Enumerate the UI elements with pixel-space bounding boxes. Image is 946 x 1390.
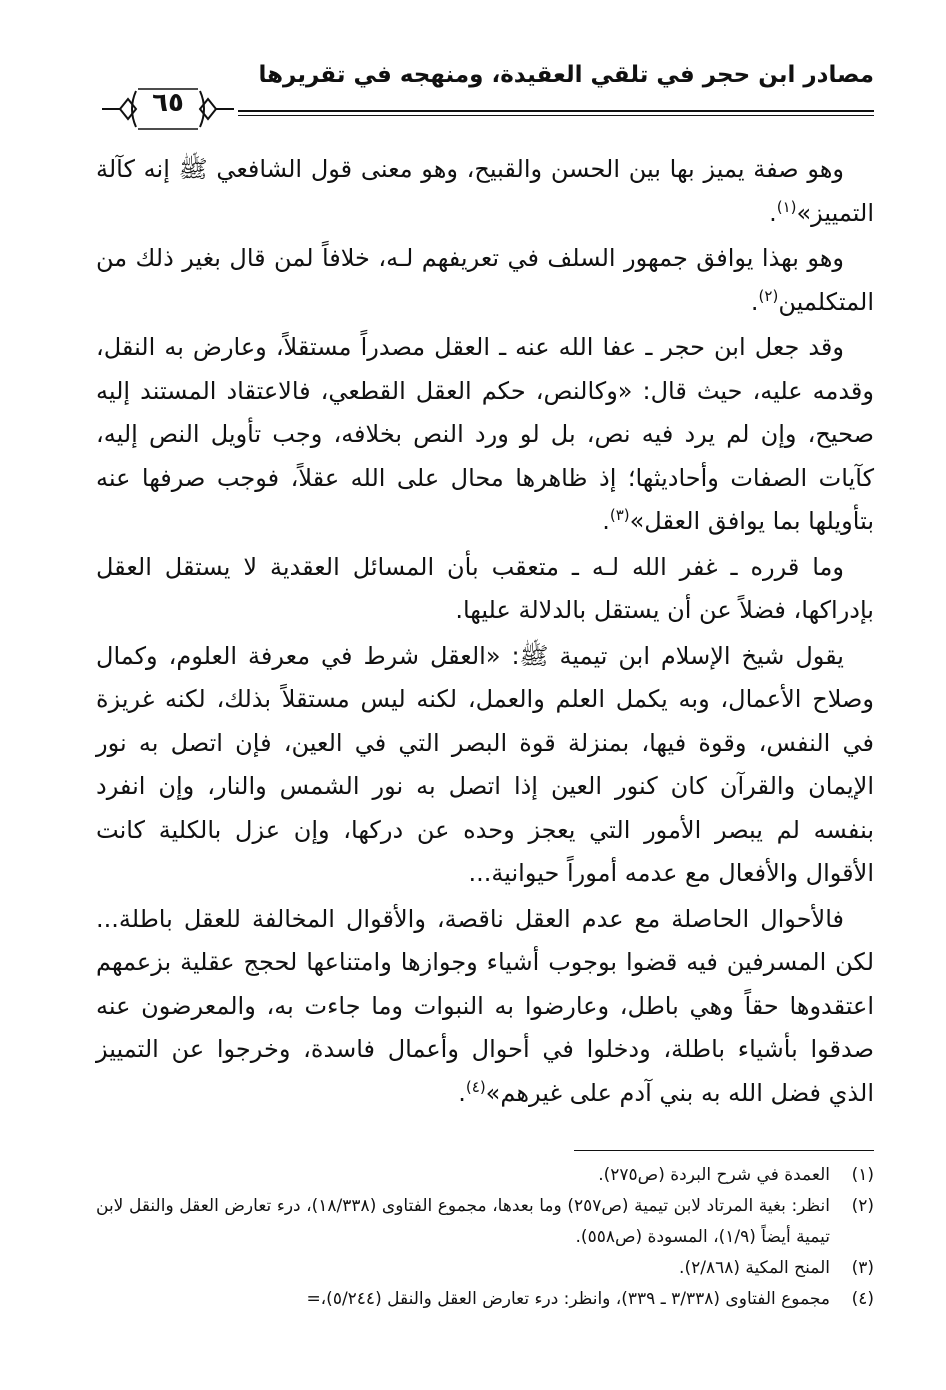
footnote-text: المنح المكية (٢/٨٦٨).	[679, 1258, 830, 1278]
footnote-ref: (٣)	[609, 506, 630, 524]
footnote-number: (٤)	[851, 1289, 874, 1309]
footnotes	[96, 1160, 874, 1315]
footnote-number: (١)	[851, 1165, 874, 1185]
footnote	[96, 1160, 874, 1191]
paragraph	[96, 898, 874, 1116]
paragraph-text: وقد جعل ابن حجر ـ عفا الله عنه ـ العقل مصدراً مستقلاً، وعارض به النقل، وقدمه عليه، حيث قال: «وكالنص، حكم العقل القطعي، فالاعتقاد المستند إليه صحيح، وإن لم يرد فيه نص، بل لو ورد النص بخلافه، وجب تأويل النص إليه، كآيات الصفات وأحاديثها؛ إذ ظاهرها محال على الله عقلاً، فوجب صرفها عنه بتأويلها بما يوافق العقل»	[96, 333, 874, 535]
paragraph-text: وهو بهذا يوافق جمهور السلف في تعريفهم لـه، خلافاً لمن قال بغير ذلك من المتكلمين	[96, 244, 874, 316]
page-number: ٦٥	[152, 88, 184, 118]
paragraph-end: .	[458, 1078, 466, 1107]
paragraph-end: .	[769, 198, 777, 227]
footnote-number: (٣)	[851, 1258, 874, 1278]
footnote-text: مجموع الفتاوى (٣/٣٣٨ ـ ٣٣٩)، وانظر: درء تعارض العقل والنقل (٥/٢٤٤)،=	[306, 1289, 830, 1309]
paragraph	[96, 326, 874, 544]
running-title: مصادر ابن حجر في تلقي العقيدة، ومنهجه في تقريرها	[258, 62, 874, 88]
footnote	[96, 1284, 874, 1315]
paragraph	[96, 635, 874, 896]
footnote	[96, 1191, 874, 1253]
paragraph-text: وما قرره ـ غفر الله لـه ـ متعقب بأن المسائل العقدية لا يستقل العقل بإدراكها، فضلاً عن أن يستقل بالدلالة عليها.	[96, 552, 874, 624]
paragraph	[96, 148, 874, 235]
footnote-number: (٢)	[851, 1196, 874, 1216]
footnote-ref: (٤)	[465, 1077, 486, 1096]
footnote-text: العمدة في شرح البردة (ص٢٧٥).	[598, 1165, 830, 1185]
paragraph-end: .	[602, 507, 610, 535]
paragraph	[96, 237, 874, 324]
main-text	[96, 148, 874, 1115]
footnote-text: انظر: بغية المرتاد لابن تيمية (ص٢٥٧) وما بعدها، مجموع الفتاوى (١٨/٣٣٨)، درء تعارض العقل والنقل لابن تيمية أيضاً (١/٩)، المسودة (ص٥٥٨).	[96, 1196, 830, 1247]
footnote-separator	[574, 1150, 874, 1151]
footnote	[96, 1253, 874, 1284]
paragraph-text: يقول شيخ الإسلام ابن تيمية ﷺ: «العقل شرط في معرفة العلوم، وكمال وصلاح الأعمال، وبه يكمل العلم والعمل، لكنه ليس مستقلاً بذلك، لكنه غريزة في النفس، وقوة فيها، بمنزلة قوة البصر التي في العين، فإن اتصل به نور الإيمان والقرآن كان كنور العين إذا اتصل به نور الشمس والنار، وإن انفرد بنفسه لم يبصر الأمور التي يعجز وحده عن دركها، وإن عزل بالكلية كانت الأقوال والأفعال مع عدمه أموراً حيوانية...	[96, 641, 874, 887]
paragraph-text: فالأحوال الحاصلة مع عدم العقل ناقصة، والأقوال المخالفة للعقل باطلة... لكن المسرفين فيه قضوا بوجوب أشياء وجوازها وامتناعها لحجج عقلية بزعمهم اعتقدوها حقاً وهي باطل، وعارضوا به النبوات وما جاءت به، والمعرضون عنه صدقوا بأشياء باطلة، ودخلوا في أحوال وأعمال فاسدة، وخرجوا عن التمييز الذي فضل الله به بني آدم على غيرهم»	[96, 904, 874, 1107]
paragraph-end: .	[750, 287, 759, 316]
footnote-ref: (١)	[776, 197, 797, 216]
paragraph	[96, 546, 874, 633]
paragraph-text: وهو صفة يميز بها بين الحسن والقبيح، وهو معنى قول الشافعي ﷺ إنه كآلة التمييز»	[96, 155, 874, 227]
footnote-ref: (٢)	[758, 286, 779, 305]
